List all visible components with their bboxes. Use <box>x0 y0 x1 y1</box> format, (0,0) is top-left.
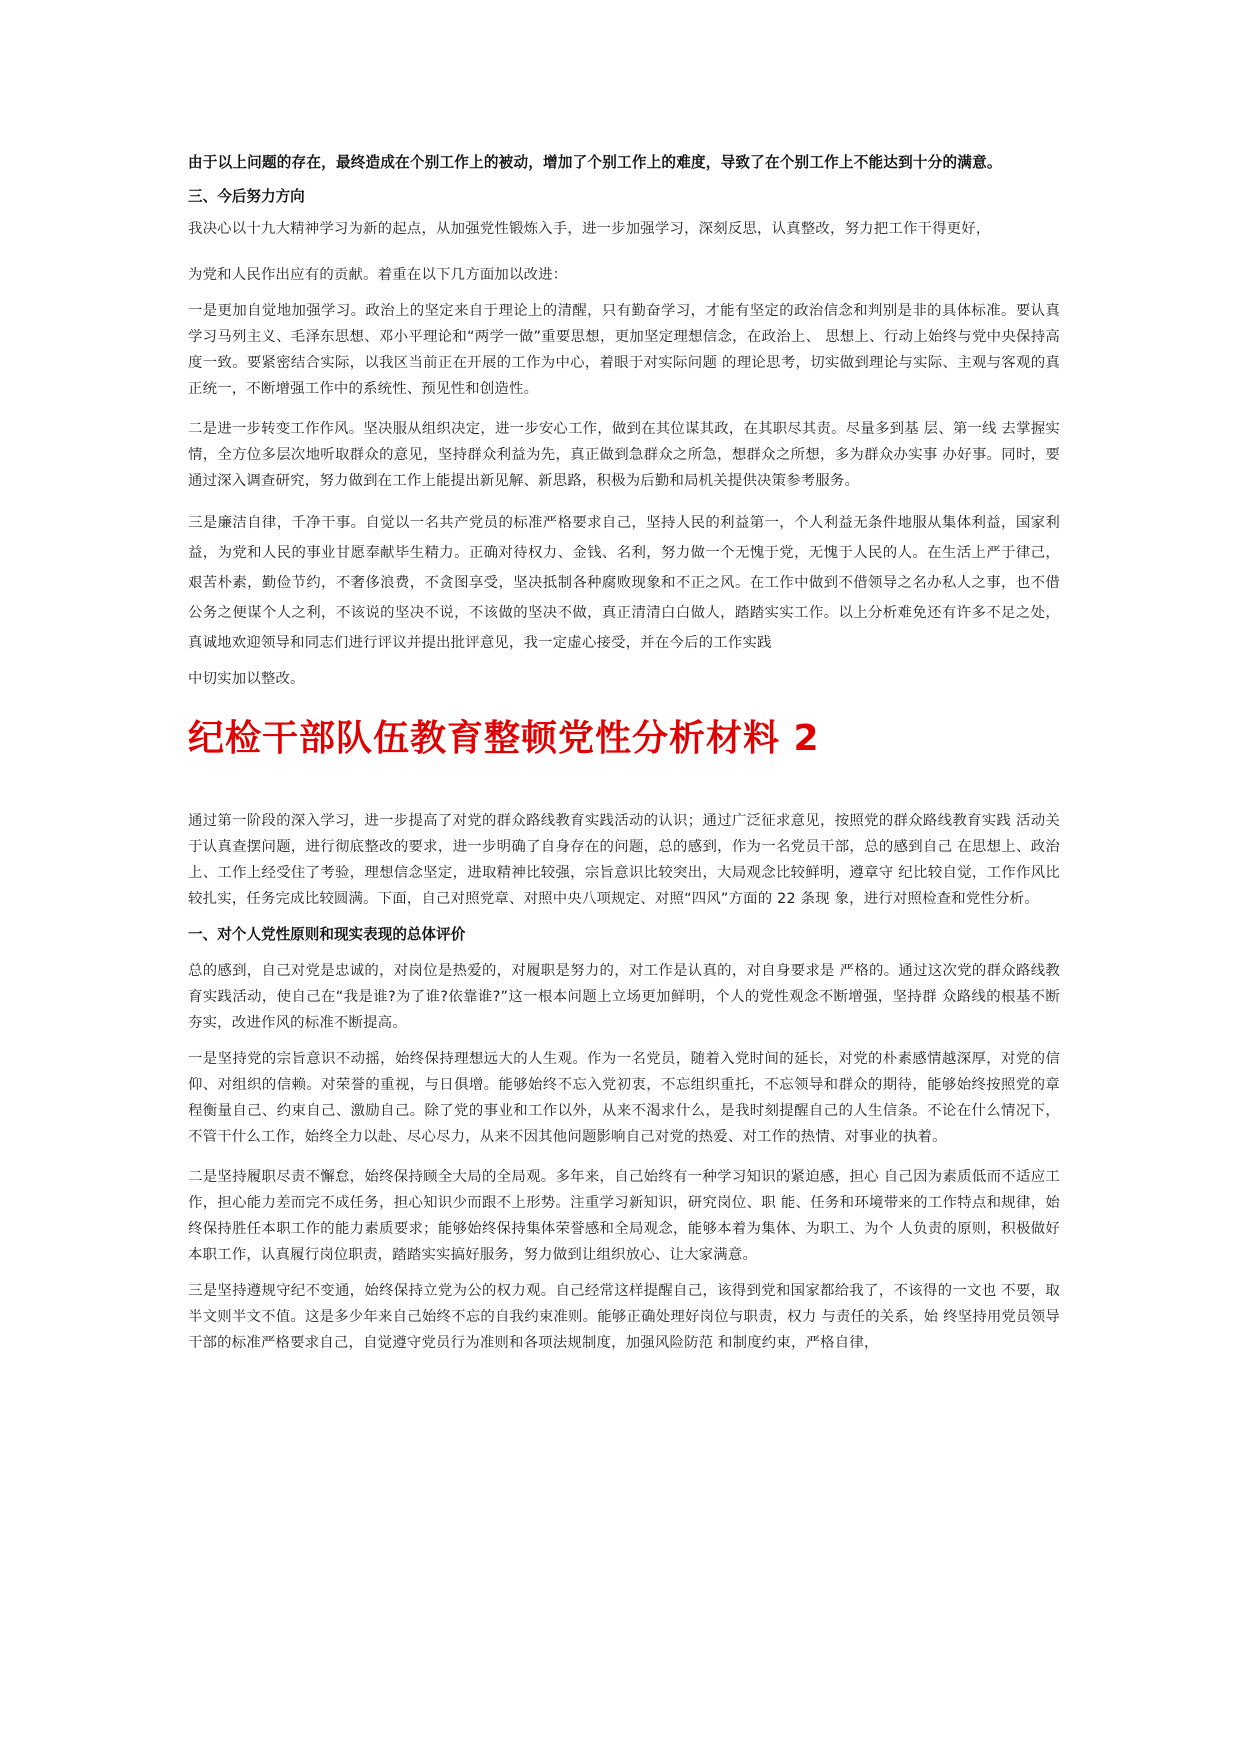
document-page <box>188 150 1060 1356</box>
section-1-heading: 一、对个人党性原则和现实表现的总体评价 <box>188 926 466 943</box>
paragraph-integrity: 三是廉洁自律，千净干事。自觉以一名共产党员的标准严格要求自己，坚持人民的利益第一，个人利益无条件地服从集体利益，国家利益，为党和人民的事业甘愿奉献毕生精力。正确对待权力、金钱、名利，努力做一个无愧于党，无愧于人民的人。在生活上严于律己，艰苦朴素，勤俭节约，不奢侈浪费，不贪图享受，坚决抵制各种腐败现象和不正之风。在工作中做到不借领导之名办私人之事，也不借公务之便谋个人之利，不该说的坚决不说，不该做的坚决不做，真正清清白白做人，踏踏实实工作。以上分析难免还有许多不足之处，真诚地欢迎领导和同志们进行评议并提出批评意见，我一定虚心接受，并在今后的工作实践 <box>188 515 1060 651</box>
paragraph-intro-2: 通过第一阶段的深入学习，进一步提高了对党的群众路线教育实践活动的认识；通过广泛征求意见，按照党的群众路线教育实践 活动关于认真查摆问题，进行彻底整改的要求，进一步明确了自身存在的问题，总的感到，作为一名党员干部，总的感到自己 在思想上、政治上、工作上经受住了考验，理想信念坚定，进取精神比较强，宗旨意识比较突出，大局观念比较鲜明，遵章守 纪比较自觉，工作作风比较扎实，任务完成比较圆满。下面，自己对照党章、对照中央八项规定、对照“四风”方面的 22 条现 象，进行对照检查和党性分析。 <box>188 813 1060 907</box>
intro-bold-paragraph: 由于以上问题的存在，最终造成在个别工作上的被动，增加了个别工作上的难度，导致了在个别工作上不能达到十分的满意。 <box>188 154 1002 171</box>
paragraph-duty: 二是坚持履职尽责不懈怠，始终保持顾全大局的全局观。多年来，自己始终有一种学习知识的紧迫感，担心 自己因为素质低而不适应工作，担心能力差而完不成任务，担心知识少而跟不上形势。注重学习新知识，研究岗位、职 能、任务和环境带来的工作特点和规律，始终保持胜任本职工作的能力素质要求；能够始终保持集体荣誉感和全局观念，能够本着为集体、为职工、为个 人负责的原则，积极做好本职工作，认真履行岗位职责，踏踏实实搞好服务，努力做到让组织放心、让大家满意。 <box>188 1169 1060 1263</box>
paragraph-overall-evaluation: 总的感到，自己对党是忠诚的，对岗位是热爱的，对履职是努力的，对工作是认真的，对自身要求是 严格的。通过这次党的群众路线教育实践活动，使自己在“我是谁?为了谁?依靠谁?”这一根本问题上立场更加鲜明，个人的党性观念不断增强，坚持群 众路线的根基不断夯实，改进作风的标准不断提高。 <box>188 963 1060 1031</box>
paragraph-study: 一是更加自觉地加强学习。政治上的坚定来自于理论上的清醒，只有勤奋学习，才能有坚定的政治信念和判别是非的具体标准。要认真学习马列主义、毛泽东思想、邓小平理论和“两学一做”重要思想，更加坚定理想信念，在政治上、 思想上、行动上始终与党中央保持高度一致。要紧密结合实际，以我区当前正在开展的工作为中心，着眼于对实际问题 的理论思考，切实做到理论与实际、主观与客观的真正统一，不断增强工作中的系统性、预见性和创造性。 <box>188 303 1060 397</box>
section-3-heading: 三、今后努力方向 <box>188 188 305 205</box>
resolve-paragraph-line-2: 为党和人民作出应有的贡献。着重在以下几方面加以改进： <box>188 267 568 283</box>
document-title-2: 纪检干部队伍教育整顿党性分析材料 2 <box>188 718 820 759</box>
paragraph-work-style: 二是进一步转变工作作风。坚决服从组织决定，进一步安心工作，做到在其位谋其政，在其职尽其责。尽量多到基 层、第一线 去掌握实情，全方位多层次地听取群众的意见，坚持群众利益为先，真正做到急群众之所急，想群众之所想，多为群众办实事 办好事。同时，要通过深入调查研究，努力做到在工作上能提出新见解、新思路，积极为后勤和局机关提供决策参考服务。 <box>188 421 1060 489</box>
resolve-paragraph-line-1: 我决心以十九大精神学习为新的起点，从加强党性锻炼入手，进一步加强学习，深刻反思，认真整改，努力把工作干得更好， <box>188 221 991 237</box>
paragraph-purpose: 一是坚持党的宗旨意识不动摇，始终保持理想远大的人生观。作为一名党员，随着入党时间的延长，对党的朴素感情越深厚，对党的信仰、对组织的信赖。对荣誉的重视，与日俱增。能够始终不忘入党初衷，不忘组织重托，不忘领导和群众的期待，能够始终按照党的章程衡量自己、约束自己、激励自己。除了党的事业和工作以外，从来不渴求什么，是我时刻提醒自己的人生信条。不论在什么情况下，不管干什么工作，始终全力以赴、尽心尽力，从来不因其他问题影响自己对党的热爱、对工作的热情、对事业的执着。 <box>188 1051 1060 1145</box>
paragraph-integrity-tail: 中切实加以整改。 <box>188 671 305 687</box>
paragraph-discipline: 三是坚持遵规守纪不变通，始终保持立党为公的权力观。自己经常这样提醒自己，该得到党和国家都给我了，不该得的一文也 不要，取半文则半文不值。这是多少年来自己始终不忘的自我约束准则。能够正确处理好岗位与职责，权力 与责任的关系，始 终坚持用党员领导干部的标准严格要求自己，自觉遵守党员行为准则和各项法规制度，加强风险防范 和制度约束，严格自律， <box>188 1283 1060 1351</box>
